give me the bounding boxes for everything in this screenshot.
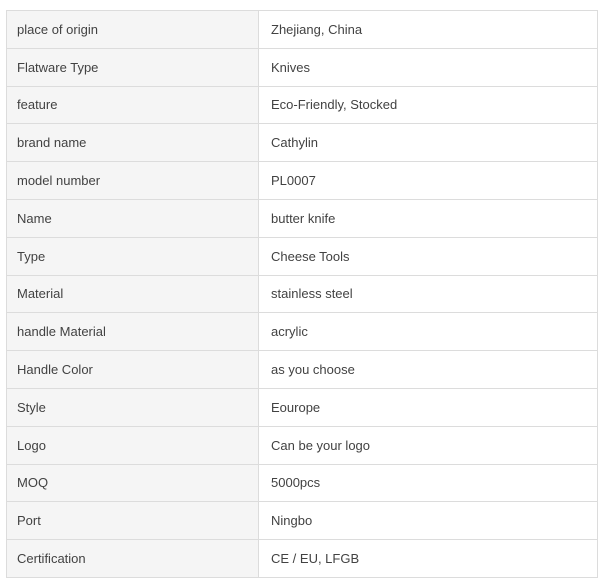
table-row: [7, 351, 598, 389]
attribute-value: CE / EU, LFGB: [259, 540, 598, 578]
attribute-value: Knives: [259, 49, 598, 87]
table-row: [7, 49, 598, 87]
table-row: [7, 389, 598, 427]
attribute-label: model number: [7, 162, 259, 200]
attribute-value: as you choose: [259, 351, 598, 389]
attribute-value: Cathylin: [259, 124, 598, 162]
attribute-label: Type: [7, 238, 259, 276]
product-attributes-table: [6, 10, 598, 578]
attribute-label: Style: [7, 389, 259, 427]
attribute-value: Eourope: [259, 389, 598, 427]
attribute-value: Can be your logo: [259, 427, 598, 465]
attribute-value: Ningbo: [259, 502, 598, 540]
table-row: [7, 238, 598, 276]
table-row: [7, 162, 598, 200]
attribute-label: Flatware Type: [7, 49, 259, 87]
attribute-value: PL0007: [259, 162, 598, 200]
attribute-label: place of origin: [7, 11, 259, 49]
attribute-label: handle Material: [7, 313, 259, 351]
table-row: [7, 502, 598, 540]
attribute-label: Name: [7, 200, 259, 238]
attribute-value: Zhejiang, China: [259, 11, 598, 49]
table-row: [7, 313, 598, 351]
attribute-value: Eco-Friendly, Stocked: [259, 87, 598, 125]
table-row: [7, 540, 598, 578]
attribute-value: butter knife: [259, 200, 598, 238]
attribute-label: Certification: [7, 540, 259, 578]
table-row: [7, 87, 598, 125]
table-row: [7, 276, 598, 314]
attribute-value: 5000pcs: [259, 465, 598, 503]
table-row: [7, 124, 598, 162]
attribute-label: feature: [7, 87, 259, 125]
attribute-label: brand name: [7, 124, 259, 162]
table-row: [7, 11, 598, 49]
table-row: [7, 465, 598, 503]
table-row: [7, 427, 598, 465]
attribute-label: Handle Color: [7, 351, 259, 389]
attribute-label: Port: [7, 502, 259, 540]
attribute-label: MOQ: [7, 465, 259, 503]
attribute-value: Cheese Tools: [259, 238, 598, 276]
attribute-value: stainless steel: [259, 276, 598, 314]
attribute-label: Logo: [7, 427, 259, 465]
attribute-value: acrylic: [259, 313, 598, 351]
table-row: [7, 200, 598, 238]
attribute-label: Material: [7, 276, 259, 314]
